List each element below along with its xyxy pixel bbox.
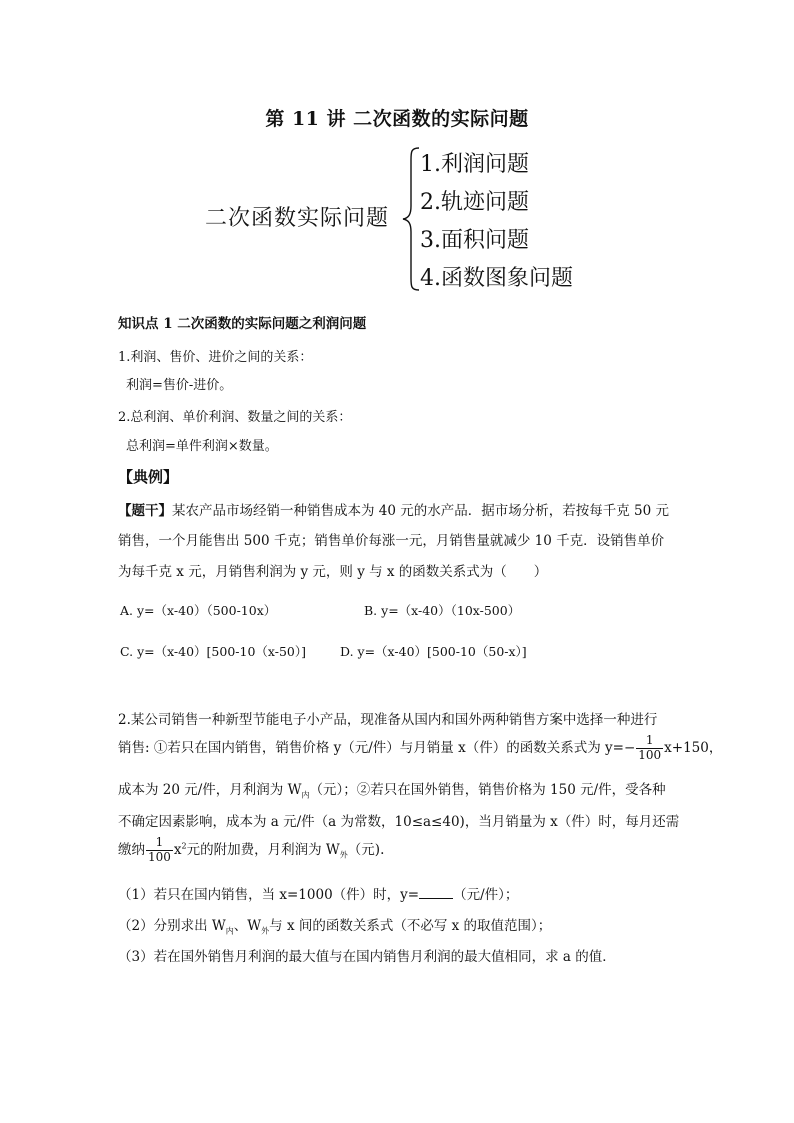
q1-option-a: A. y=（x-40）（500-10x） [120, 603, 277, 618]
diagram-item-trajectory: 2.轨迹问题 [420, 190, 529, 215]
q2-sub-1-text-a: （1）若只在国内销售，当 x=1000（件）时，y= [118, 887, 420, 903]
q1-line-2: 销售，一个月能售出 500 千克；销售单价每涨一元，月销售量就减少 10 千克．设销售单价 [118, 533, 665, 549]
q2-text-2a: 销售: ①若只在国内销售，销售价格 y（元/件）与月销量 x（件）的函数关系式为 y=− [118, 739, 636, 756]
q2-text-3b: （元）；②若只在国外销售，销售价格为 150 元/件，受各种 [309, 782, 666, 798]
q1-option-d: D. y=（x-40）[500-10（50-x）] [340, 644, 527, 659]
q2-text-5b: 元的附加费，月利润为 W [186, 841, 340, 858]
w-domestic-subscript: 内 [301, 790, 310, 800]
relation-1-label: 1.利润、售价、进价之间的关系： [118, 350, 313, 365]
diagram-root: 二次函数实际问题 [205, 206, 390, 231]
q2-sub-2-text-a: （2）分别求出 W [118, 918, 226, 934]
relation-2-formula: 总利润=单件利润×数量。 [126, 439, 278, 454]
frac-2-den: 100 [148, 849, 171, 864]
q2-sub-3: （3）若在国外销售月利润的最大值与在国内销售月利润的最大值相同，求 a 的值． [118, 949, 616, 965]
q2-sub-1-text-b: （元/件）； [453, 887, 519, 903]
frac-1-num: 1 [636, 734, 663, 749]
q2-line-5 [118, 836, 384, 865]
w-foreign-subscript: 外 [339, 850, 348, 860]
q2-line-2 [118, 734, 722, 763]
x-squared-exponent: 2 [181, 841, 187, 851]
q2-text-2b: x+150， [664, 739, 723, 756]
relation-1-formula: 利润=售价-进价。 [126, 378, 233, 393]
fraction-2-over-100 [146, 836, 173, 865]
q2-text-3a: 成本为 20 元/件，月利润为 W [118, 782, 302, 798]
q1-line-1 [118, 499, 669, 519]
frac-2-num: 1 [146, 836, 173, 851]
q2-line-3 [118, 778, 666, 801]
q2-sub-2 [118, 914, 551, 937]
lesson-title: 第 11 讲 二次函数的实际问题 [265, 108, 529, 130]
q1-text-1: 某农产品市场经销一种销售成本为 40 元的水产品．据市场分析，若按每千克 50 元 [172, 503, 670, 519]
relation-2-label: 2.总利润、单价利润、数量之间的关系： [118, 410, 352, 425]
diagram-item-area: 3.面积问题 [420, 228, 529, 253]
w-foreign-subscript-2: 外 [261, 926, 270, 936]
q2-line-4: 不确定因素影响，成本为 a 元/件（a 为常数，10≤a≤40)，当月销量为 x（件）时，每月还需 [118, 814, 680, 830]
q1-line-3: 为每千克 x 元，月销售利润为 y 元，则 y 与 x 的函数关系式为（ ） [118, 564, 548, 580]
q2-line-1: 2.某公司销售一种新型节能电子小产品，现准备从国内和国外两种销售方案中选择一种进行 [118, 712, 658, 728]
q2-sub-2-text-b: 、W [233, 918, 262, 934]
q1-option-b: B. y=（x-40）（10x-500） [364, 603, 521, 618]
knowledge-point-heading: 知识点 1 二次函数的实际问题之利润问题 [118, 316, 367, 332]
frac-1-den: 100 [638, 747, 662, 762]
q1-option-c: C. y=（x-40）[500-10（x-50）] [120, 644, 307, 659]
w-domestic-subscript-2: 内 [225, 926, 234, 936]
q2-x: x [173, 841, 182, 858]
q2-text-5a: 缴纳 [118, 841, 145, 858]
concept-diagram [205, 143, 625, 293]
q2-sub-2-text-c: 与 x 间的函数关系式（不必写 x 的取值范围）； [269, 918, 552, 934]
q2-text-5c: （元). [347, 841, 385, 858]
curly-brace-icon [401, 146, 421, 292]
example-heading: 【典例】 [118, 468, 179, 486]
q2-sub-1 [118, 883, 518, 903]
fraction-1-over-100 [636, 734, 663, 763]
q1-tag: 【题干】 [118, 503, 172, 519]
diagram-item-graph: 4.函数图象问题 [420, 266, 573, 291]
diagram-item-profit: 1.利润问题 [420, 152, 529, 177]
answer-blank[interactable] [419, 886, 453, 899]
